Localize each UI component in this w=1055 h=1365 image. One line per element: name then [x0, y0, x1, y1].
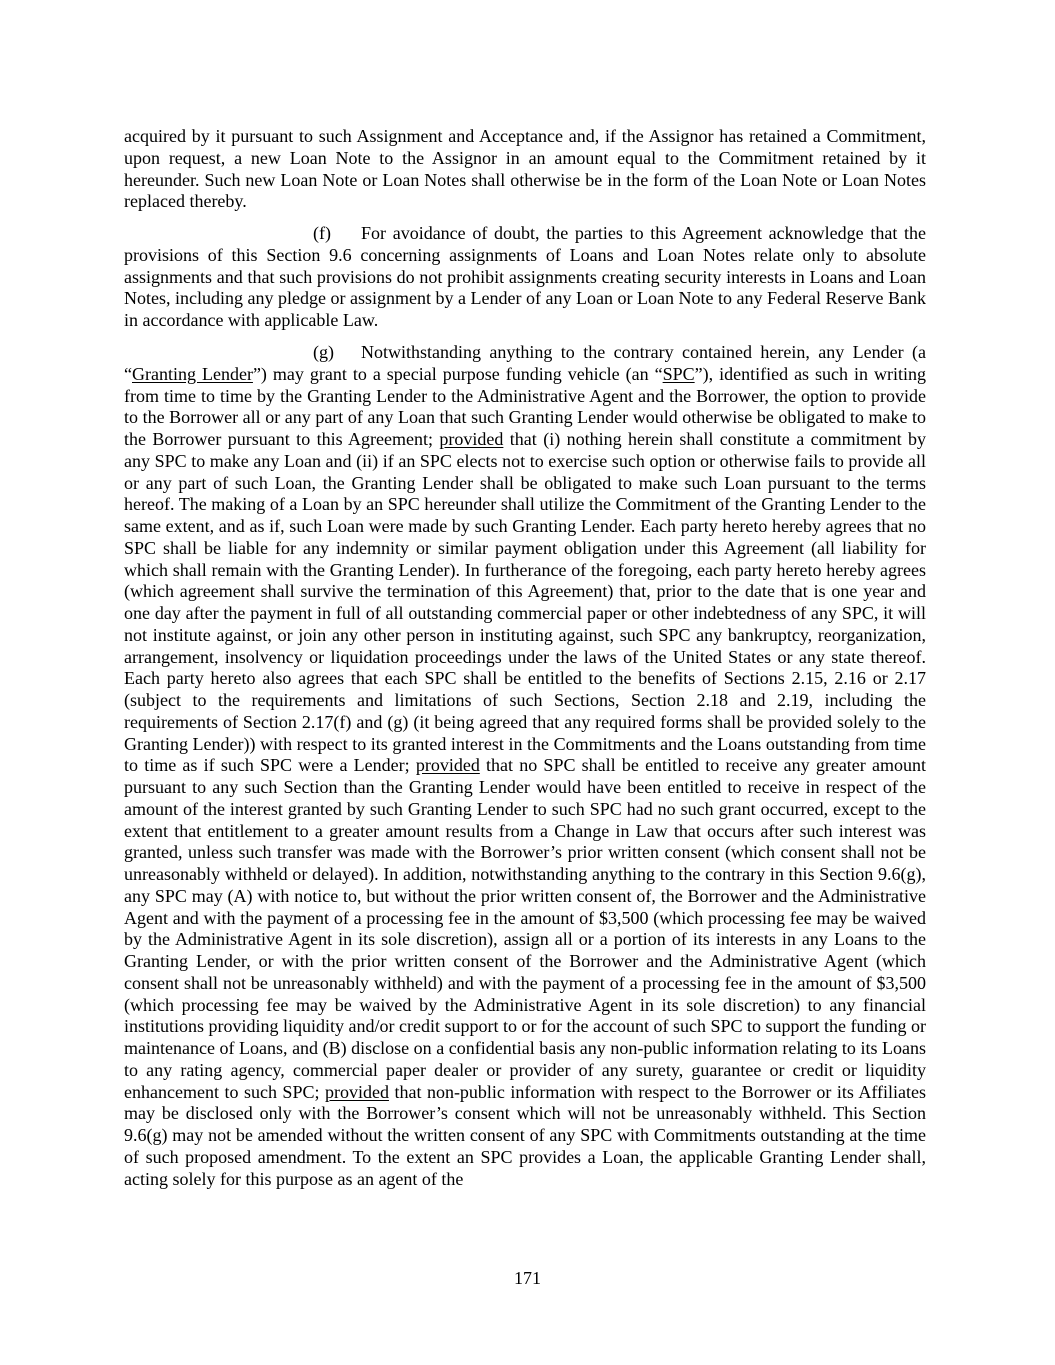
text-segment: that no SPC shall be entitled to receive any greater amount pursuant to any such Section than the Granting Lender would have been entitled to receive in respect of the amount of the interest granted by such Granting Lender to such SPC had no such grant occurred, except to the extent that entitlement to a greater amount results from a Change in Law that occurs after such interest was granted, unless such transfer was made with the Borrower’s prior written consent (which consent shall not be unreasonably withheld or delayed). In addition, notwithstanding anything to the contrary in this Section 9.6(g), any SPC may (A) with notice to, but without the prior written consent of, the Borrower and the Administrative Agent and with the payment of a processing fee in the amount of $3,500 (which processing fee may be waived by the Administrative Agent in its sole discretion), assign all or a portion of its interests in any Loans to the Granting Lender, or with the prior written consent of the Borrower and the Administrative Agent (which consent shall not be unreasonably withheld) and with the payment of a processing fee in the amount of $3,500 (which processing fee may be waived by the Administrative Agent in its sole discretion) to any financial institutions providing liquidity and/or credit support to or for the account of such SPC to support the funding or maintenance of Loans, and (B) disclose on a confidential basis any non-public information relating to its Loans to any rating agency, commercial paper dealer or provider of any surety, guarantee or credit or liquidity enhancement to such SPC;: [124, 755, 926, 1102]
page-number: 171: [514, 1268, 541, 1288]
text-segment: that (i) nothing herein shall constitute a commitment by any SPC to make any Loan and (ii) if an SPC elects not to exercise such option or otherwise fails to provide all or any part of such Loan, the Granting Lender shall be obligated to make such Loan pursuant to the terms hereof. The making of a Loan by an SPC hereunder shall utilize the Commitment of the Granting Lender to the same extent, and as if, such Loan were made by such Granting Lender. Each party hereto hereby agrees that no SPC shall be liable for any indemnity or similar payment obligation under this Agreement (all liability for which shall remain with the Granting Lender). In furtherance of the foregoing, each party hereto hereby agrees (which agreement shall survive the termination of this Agreement) that, prior to the date that is one year and one day after the payment in full of all outstanding commercial paper or other indebtedness of any SPC, it will not institute against, or join any other person in instituting against, such SPC any bankruptcy, reorganization, arrangement, insolvency or liquidation proceedings under the laws of the United States or any state thereof. Each party hereto also agrees that each SPC shall be entitled to the benefits of Sections 2.15, 2.16 or 2.17 (subject to the requirements and limitations of such Sections, Section 2.18 and 2.19, including the requirements of Section 2.17(f) and (g) (it being agreed that any required forms shall be provided solely to the Granting Lender)) with respect to its granted interest in the Commitments and the Loans outstanding from time to time as if such SPC were a Lender;: [124, 429, 926, 776]
proviso-term: provided: [439, 429, 504, 449]
text-segment: Notwithstanding anything to the contrary contained herein, any Lender (a “: [124, 342, 926, 384]
text-segment: ”) may grant to a special purpose funding vehicle (an “: [252, 363, 663, 384]
paragraph-continuation: [124, 126, 926, 213]
text-segment: ”), identified as such in writing from time to time by the Granting Lender to the Administrative Agent and the Borrower, the option to provide to the Borrower all or any part of any Loan that such Granting Lender would otherwise be obligated to make to the Borrower pursuant to this Agreement;: [124, 363, 926, 449]
paragraph-text: acquired by it pursuant to such Assignment and Acceptance and, if the Assignor has retained a Commitment, upon request, a new Loan Note to the Assignor in an amount equal to the Commitment retained by it hereunder. Such new Loan Note or Loan Notes shall otherwise be in the form of the Loan Note or Loan Notes replaced thereby.: [124, 126, 926, 212]
paragraph-f: [124, 223, 926, 332]
text-segment: that non-public information with respect to the Borrower or its Affiliates may be disclosed only with the Borrower’s consent which will not be unreasonably withheld. This Section 9.6(g) may not be amended without the written consent of any SPC with Commitments outstanding at the time of such proposed amendment. To the extent an SPC provides a Loan, the applicable Granting Lender shall, acting solely for this purpose as an agent of the: [124, 1081, 926, 1189]
paragraph-g: [124, 342, 926, 1190]
defined-term-granting-lender: Granting Lender: [132, 363, 253, 384]
proviso-term: provided: [324, 1081, 389, 1102]
defined-term-spc: SPC: [662, 363, 695, 384]
paragraph-text: For avoidance of doubt, the parties to this Agreement acknowledge that the provisions of this Section 9.6 concerning assignments of Loans and Loan Notes relate only to absolute assignments and that such provisions do not prohibit assignments creating security interests in Loans and Loan Notes, including any pledge or assignment by a Lender of any Loan or Loan Note to any Federal Reserve Bank in accordance with applicable Law.: [124, 223, 926, 330]
section-label-g: (g): [313, 342, 334, 362]
section-label-f: (f): [313, 223, 331, 243]
proviso-term: provided: [415, 755, 480, 776]
